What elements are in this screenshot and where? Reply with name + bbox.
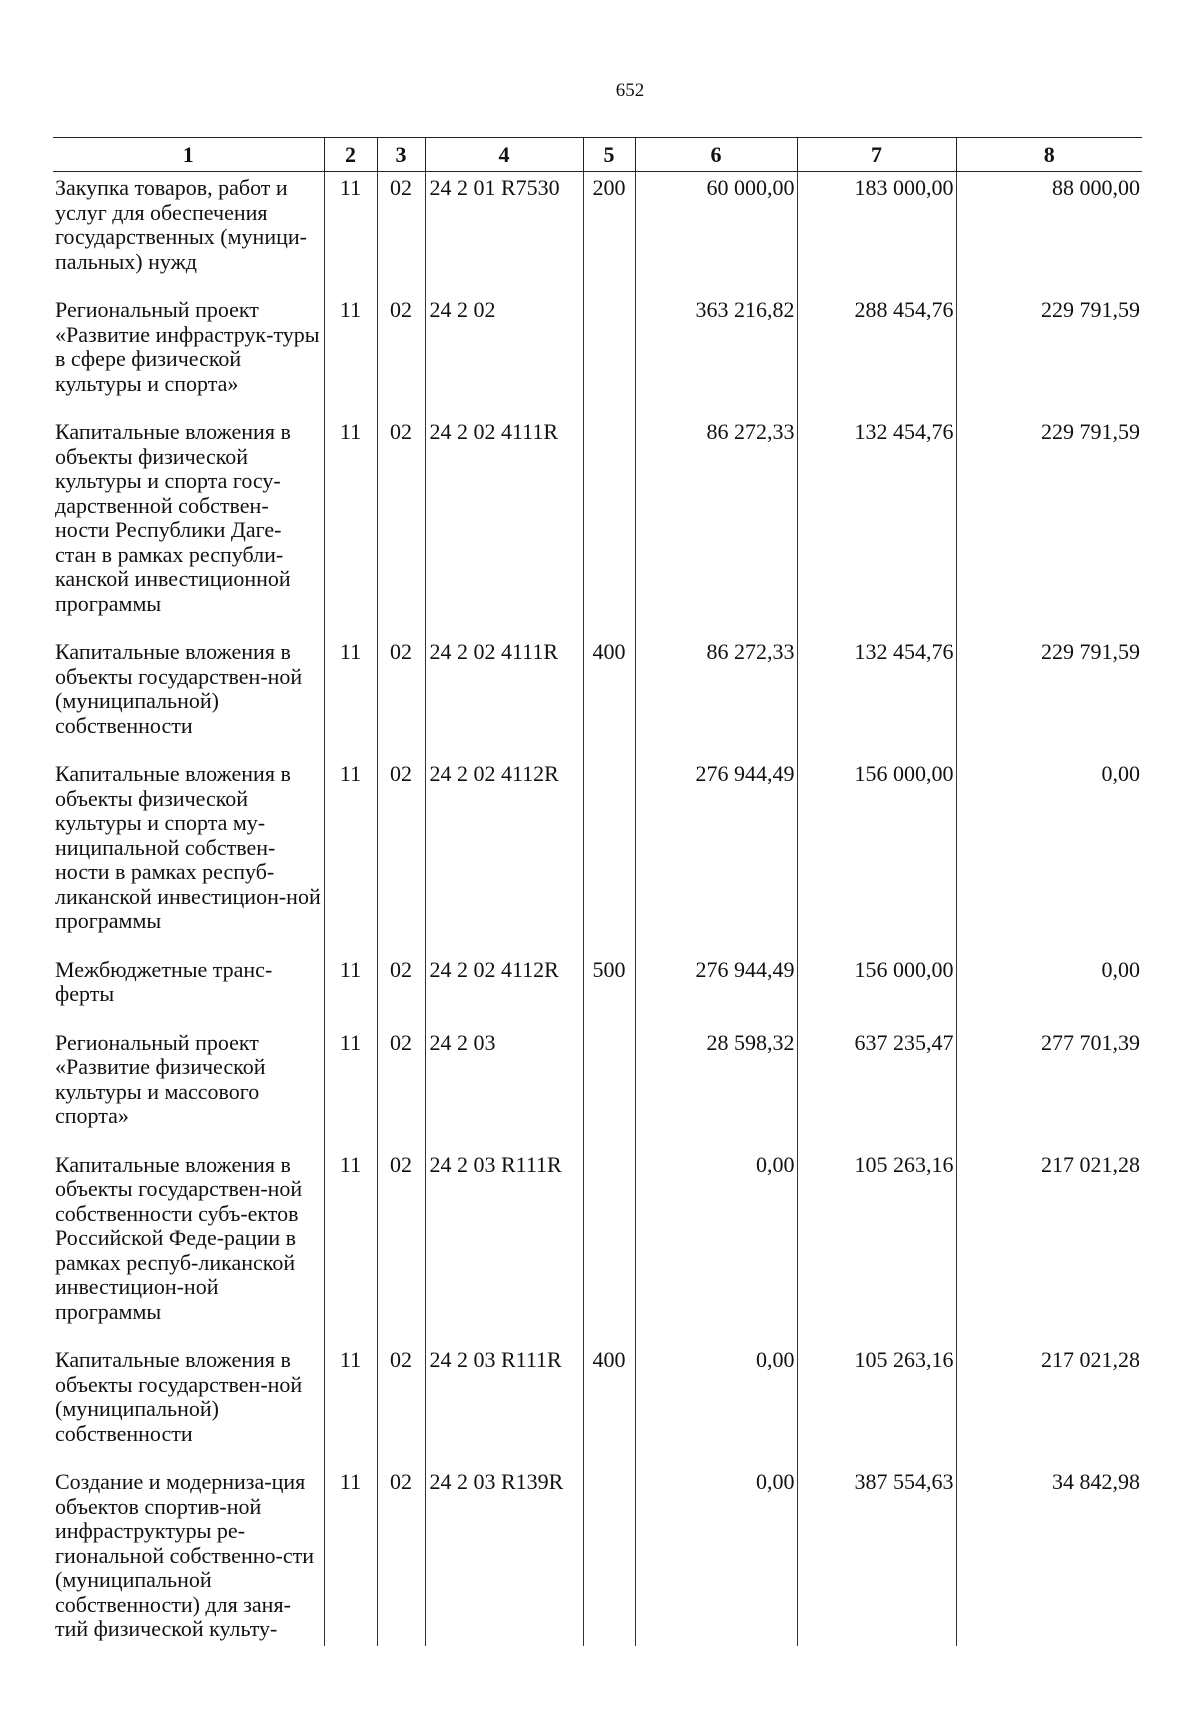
section-code: 11 (324, 758, 377, 954)
header-col-2: 2 (324, 138, 377, 172)
subsection-code: 02 (377, 954, 425, 1027)
section-code: 11 (324, 1149, 377, 1345)
row-name: Региональный проект «Развитие физической культуры и массового спорта» (55, 1029, 266, 1128)
row-name: Капитальные вложения в объекты государствен-ной (муниципальной) собственности (55, 639, 303, 738)
amount-col-8: 217 021,28 (956, 1344, 1142, 1466)
target-article-code: 24 2 03 (425, 1027, 583, 1149)
row-name: Региональный проект «Развитие инфраструк-туры в сфере физической культуры и спорта» (55, 297, 320, 396)
row-name: Создание и модерниза-ция объектов спортив-ной инфраструктуры ре-гиональной собственно-сти (муниципальной собственности) для заня-тий физической культу- (55, 1469, 314, 1641)
table-row (53, 1027, 1142, 1149)
amount-col-8: 229 791,59 (956, 294, 1142, 416)
expense-type-code (583, 1466, 635, 1646)
table-row (53, 758, 1142, 954)
section-code: 11 (324, 1344, 377, 1466)
amount-col-6: 28 598,32 (635, 1027, 797, 1149)
amount-col-8: 277 701,39 (956, 1027, 1142, 1149)
header-col-3: 3 (377, 138, 425, 172)
expense-type-code: 500 (583, 954, 635, 1027)
amount-col-6: 0,00 (635, 1466, 797, 1646)
table-row (53, 1149, 1142, 1345)
subsection-code: 02 (377, 1027, 425, 1149)
amount-col-8: 0,00 (956, 758, 1142, 954)
target-article-code: 24 2 02 4111R (425, 636, 583, 758)
header-col-8: 8 (956, 138, 1142, 172)
amount-col-7: 156 000,00 (797, 758, 956, 954)
amount-col-6: 86 272,33 (635, 416, 797, 636)
target-article-code: 24 2 03 R111R (425, 1344, 583, 1466)
header-col-7: 7 (797, 138, 956, 172)
section-code: 11 (324, 416, 377, 636)
header-col-4: 4 (425, 138, 583, 172)
amount-col-7: 105 263,16 (797, 1149, 956, 1345)
target-article-code: 24 2 03 R139R (425, 1466, 583, 1646)
subsection-code: 02 (377, 1149, 425, 1345)
page-number: 652 (615, 80, 645, 101)
section-code: 11 (324, 1027, 377, 1149)
amount-col-8: 217 021,28 (956, 1149, 1142, 1345)
expense-type-code (583, 416, 635, 636)
amount-col-7: 288 454,76 (797, 294, 956, 416)
budget-table (53, 137, 1142, 1646)
amount-col-8: 229 791,59 (956, 416, 1142, 636)
target-article-code: 24 2 02 4112R (425, 954, 583, 1027)
expense-type-code (583, 294, 635, 416)
header-col-1: 1 (53, 138, 324, 172)
amount-col-6: 86 272,33 (635, 636, 797, 758)
subsection-code: 02 (377, 636, 425, 758)
subsection-code: 02 (377, 758, 425, 954)
amount-col-7: 387 554,63 (797, 1466, 956, 1646)
amount-col-7: 132 454,76 (797, 636, 956, 758)
amount-col-8: 0,00 (956, 954, 1142, 1027)
amount-col-7: 183 000,00 (797, 172, 956, 295)
expense-type-code: 400 (583, 636, 635, 758)
target-article-code: 24 2 01 R7530 (425, 172, 583, 295)
row-name: Межбюджетные транс-ферты (55, 956, 273, 1006)
amount-col-8: 34 842,98 (956, 1466, 1142, 1646)
subsection-code: 02 (377, 294, 425, 416)
amount-col-8: 229 791,59 (956, 636, 1142, 758)
row-name: Капитальные вложения в объекты физической культуры и спорта госу-дарственной собствен-ности Республики Даге-стан в рамках республи-канской инвестиционной программы (55, 419, 291, 616)
table-row (53, 172, 1142, 295)
amount-col-8: 88 000,00 (956, 172, 1142, 295)
table-row (53, 954, 1142, 1027)
header-col-5: 5 (583, 138, 635, 172)
table-row (53, 1344, 1142, 1466)
table-row (53, 1466, 1142, 1646)
row-name: Капитальные вложения в объекты государствен-ной (муниципальной) собственности (55, 1347, 303, 1446)
amount-col-6: 60 000,00 (635, 172, 797, 295)
section-code: 11 (324, 636, 377, 758)
table-row (53, 294, 1142, 416)
table-row (53, 636, 1142, 758)
expense-type-code (583, 1149, 635, 1345)
amount-col-6: 276 944,49 (635, 758, 797, 954)
amount-col-6: 0,00 (635, 1149, 797, 1345)
target-article-code: 24 2 02 4111R (425, 416, 583, 636)
row-name: Капитальные вложения в объекты физической культуры и спорта му-ниципальной собствен-ности в рамках респуб-ликанской инвестицион-ной программы (55, 761, 321, 933)
table-header-row (53, 138, 1142, 172)
subsection-code: 02 (377, 416, 425, 636)
subsection-code: 02 (377, 172, 425, 295)
amount-col-6: 0,00 (635, 1344, 797, 1466)
amount-col-6: 276 944,49 (635, 954, 797, 1027)
expense-type-code: 400 (583, 1344, 635, 1466)
expense-type-code (583, 1027, 635, 1149)
section-code: 11 (324, 1466, 377, 1646)
subsection-code: 02 (377, 1344, 425, 1466)
amount-col-7: 156 000,00 (797, 954, 956, 1027)
table-row (53, 416, 1142, 636)
row-name: Закупка товаров, работ и услуг для обеспечения государственных (муници-пальных) нужд (55, 175, 307, 274)
header-col-6: 6 (635, 138, 797, 172)
target-article-code: 24 2 02 4112R (425, 758, 583, 954)
expense-type-code (583, 758, 635, 954)
subsection-code: 02 (377, 1466, 425, 1646)
expense-type-code: 200 (583, 172, 635, 295)
amount-col-6: 363 216,82 (635, 294, 797, 416)
amount-col-7: 637 235,47 (797, 1027, 956, 1149)
amount-col-7: 132 454,76 (797, 416, 956, 636)
section-code: 11 (324, 294, 377, 416)
section-code: 11 (324, 172, 377, 295)
target-article-code: 24 2 02 (425, 294, 583, 416)
section-code: 11 (324, 954, 377, 1027)
target-article-code: 24 2 03 R111R (425, 1149, 583, 1345)
amount-col-7: 105 263,16 (797, 1344, 956, 1466)
row-name: Капитальные вложения в объекты государствен-ной собственности субъ-ектов Российской Феде-рации в рамках респуб-ликанской инвестицион-ной программы (55, 1151, 303, 1324)
